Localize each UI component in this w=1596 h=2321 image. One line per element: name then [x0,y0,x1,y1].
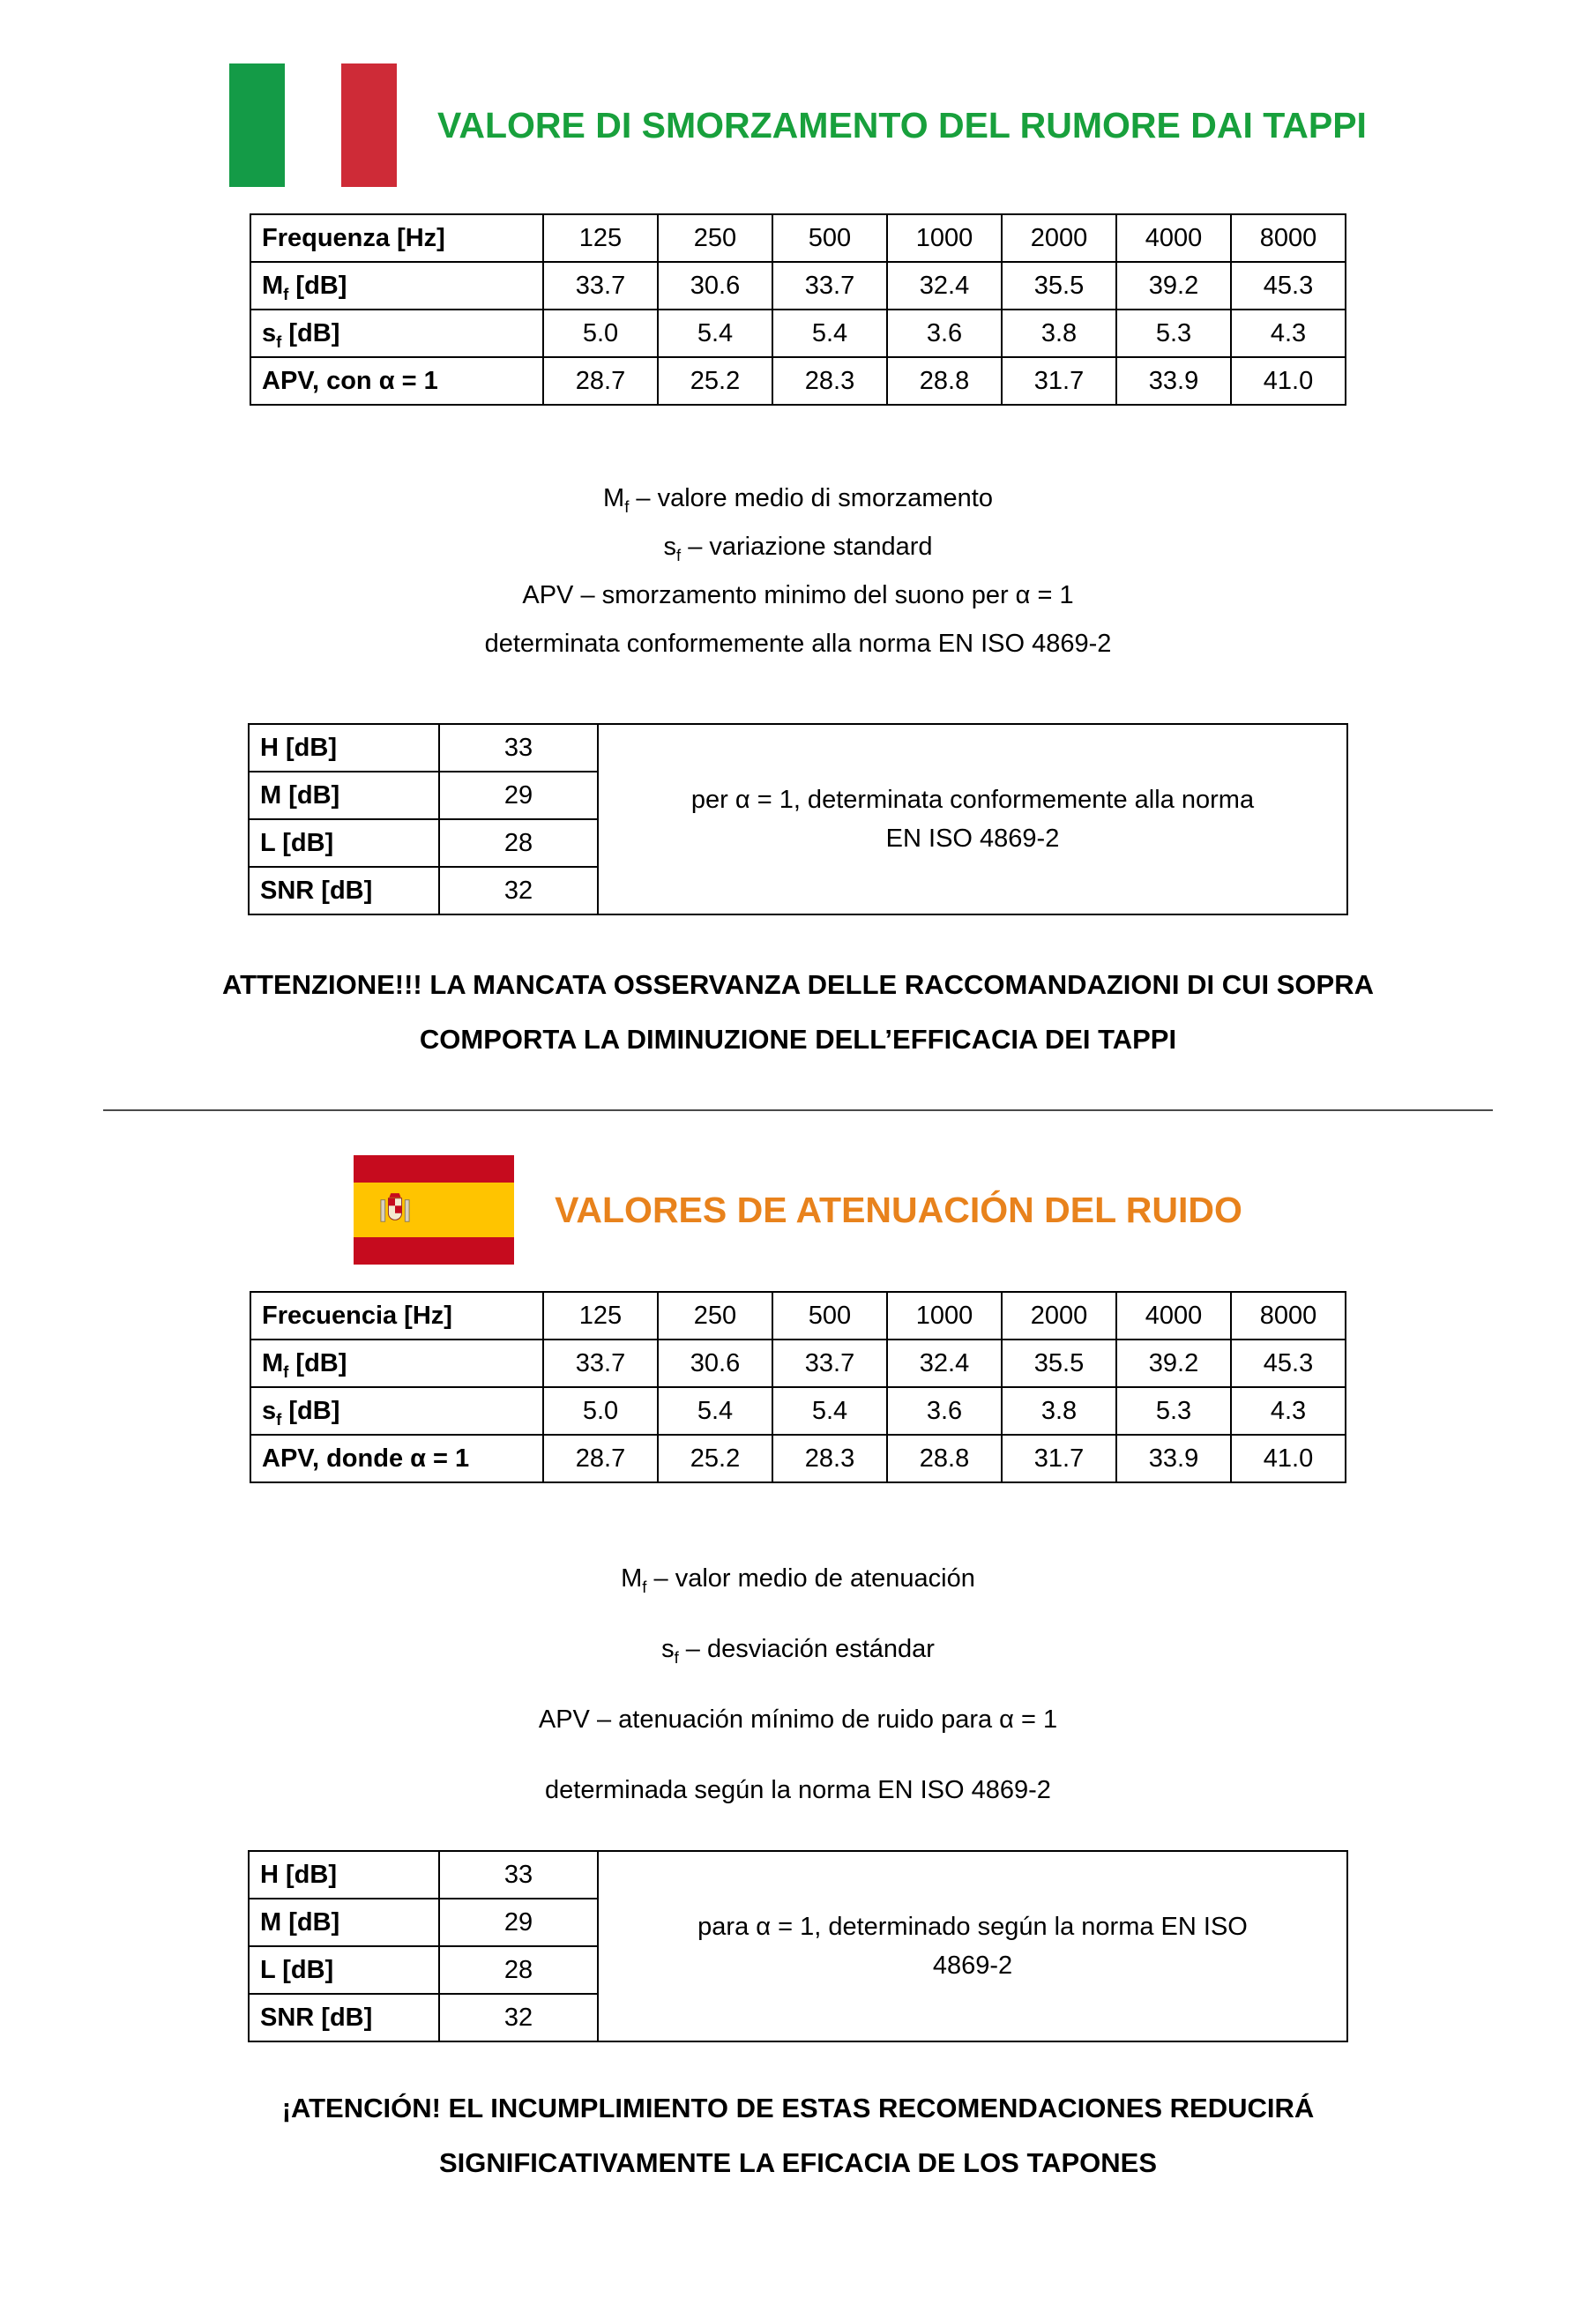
data-cell: 32.4 [887,262,1002,310]
data-cell: 3.8 [1002,1387,1116,1435]
es-note-line: determinada según la norma EN ISO 4869-2 [545,1776,1051,1804]
summary-value-cell: 28 [439,1946,598,1994]
data-cell: 28.3 [772,357,887,405]
data-cell: 25.2 [658,1435,772,1482]
freq-header-row [250,214,1346,262]
data-cell: 33.7 [543,1340,658,1387]
italy-flag-red-stripe [341,63,397,187]
data-cell: 4.3 [1231,1387,1346,1435]
freq-value-cell: 500 [772,1292,887,1340]
es-attenuation-table [250,1291,1346,1483]
data-cell: 45.3 [1231,262,1346,310]
data-cell: 5.0 [543,1387,658,1435]
spain-flag-bottom-red-stripe [354,1237,514,1265]
freq-header-label: Frequenza [Hz] [250,214,543,262]
summary-row [249,1851,1347,1899]
row-label-cell: $s_f$ [dB] [250,310,543,357]
freq-value-cell: 125 [543,214,658,262]
summary-label-cell: SNR [dB] [249,1994,439,2041]
data-cell: 4.3 [1231,310,1346,357]
freq-data-row [250,1340,1346,1387]
data-cell: 3.6 [887,310,1002,357]
data-cell: 5.4 [658,1387,772,1435]
summary-value-cell: 33 [439,724,598,772]
summary-label-cell: H [dB] [249,724,439,772]
row-label-cell: $M_f$ [dB] [250,262,543,310]
freq-data-row [250,357,1346,405]
data-cell: 41.0 [1231,1435,1346,1482]
es-notes [0,1543,1596,1825]
data-cell: 28.8 [887,1435,1002,1482]
italian-section [0,63,1596,1067]
row-label-cell: APV, donde α = 1 [250,1435,543,1482]
data-cell: 5.0 [543,310,658,357]
summary-value-cell: 29 [439,1899,598,1946]
data-cell: 5.4 [658,310,772,357]
summary-label-cell: L [dB] [249,1946,439,1994]
it-note-line: $s_f$ – variazione standard [663,533,933,564]
spain-flag-icon [354,1155,514,1265]
freq-value-cell: 1000 [887,214,1002,262]
it-summary-table [248,723,1348,915]
data-cell: 28.7 [543,1435,658,1482]
it-attenuation-table [250,213,1346,406]
data-cell: 35.5 [1002,262,1116,310]
freq-header-row [250,1292,1346,1340]
data-cell: 35.5 [1002,1340,1116,1387]
summary-value-cell: 28 [439,819,598,867]
summary-row [249,724,1347,772]
section-divider [103,1109,1493,1111]
es-note-line: $M_f$ – valor medio de atenuación [621,1564,975,1596]
data-cell: 30.6 [658,262,772,310]
freq-header-label: Frecuencia [Hz] [250,1292,543,1340]
data-cell: 31.7 [1002,357,1116,405]
summary-note-cell: para α = 1, determinado según la norma EN ISO 4869-2 [598,1851,1347,2041]
data-cell: 5.3 [1116,1387,1231,1435]
spanish-section [0,1155,1596,2190]
es-note-line: $s_f$ – desviación estándar [661,1635,935,1667]
data-cell: 5.4 [772,310,887,357]
data-cell: 5.4 [772,1387,887,1435]
es-note-line: APV – atenuación mínimo de ruido para α = 1 [538,1705,1058,1734]
it-note-line: determinata conformemente alla norma EN ISO 4869-2 [484,630,1112,658]
data-cell: 45.3 [1231,1340,1346,1387]
es-header [0,1155,1596,1265]
data-cell: 41.0 [1231,357,1346,405]
summary-label-cell: H [dB] [249,1851,439,1899]
freq-value-cell: 4000 [1116,214,1231,262]
es-warning-text: ¡ATENCIÓN! EL INCUMPLIMIENTO DE ESTAS RECOMENDACIONES REDUCIRÁ SIGNIFICATIVAMENTE LA EFICACIA DE LOS TAPONES [281,2093,1315,2178]
italy-flag-green-stripe [229,63,285,187]
document-page [0,63,1596,2190]
italy-flag-icon [229,63,397,187]
data-cell: 33.7 [772,262,887,310]
it-header [0,63,1596,187]
es-summary-table [248,1850,1348,2042]
data-cell: 39.2 [1116,262,1231,310]
freq-value-cell: 500 [772,214,887,262]
es-page-title: VALORES DE ATENUACIÓN DEL RUIDO [555,1189,1242,1230]
spain-flag-top-red-stripe [354,1155,514,1183]
data-cell: 39.2 [1116,1340,1231,1387]
summary-label-cell: SNR [dB] [249,867,439,914]
data-cell: 5.3 [1116,310,1231,357]
row-label-cell: $M_f$ [dB] [250,1340,543,1387]
freq-value-cell: 250 [658,1292,772,1340]
data-cell: 3.6 [887,1387,1002,1435]
freq-value-cell: 1000 [887,1292,1002,1340]
data-cell: 25.2 [658,357,772,405]
freq-data-row [250,310,1346,357]
summary-label-cell: M [dB] [249,1899,439,1946]
summary-label-cell: M [dB] [249,772,439,819]
spain-coat-of-arms-icon [380,1190,410,1229]
row-label-cell: $s_f$ [dB] [250,1387,543,1435]
data-cell: 33.7 [772,1340,887,1387]
freq-value-cell: 125 [543,1292,658,1340]
summary-value-cell: 33 [439,1851,598,1899]
freq-value-cell: 2000 [1002,214,1116,262]
it-page-title: VALORE DI SMORZAMENTO DEL RUMORE DAI TAPPI [437,104,1367,146]
data-cell: 28.7 [543,357,658,405]
freq-value-cell: 250 [658,214,772,262]
summary-value-cell: 32 [439,1994,598,2041]
it-note-line: APV – smorzamento minimo del suono per α = 1 [522,581,1074,609]
freq-value-cell: 2000 [1002,1292,1116,1340]
data-cell: 3.8 [1002,310,1116,357]
freq-data-row [250,262,1346,310]
data-cell: 33.9 [1116,357,1231,405]
spain-flag-yellow-stripe [354,1183,514,1237]
data-cell: 28.3 [772,1435,887,1482]
data-cell: 31.7 [1002,1435,1116,1482]
data-cell: 33.9 [1116,1435,1231,1482]
row-label-cell: APV, con α = 1 [250,357,543,405]
italy-flag-white-stripe [285,63,341,187]
data-cell: 28.8 [887,357,1002,405]
it-notes [0,474,1596,668]
it-note-line: $M_f$ – valore medio di smorzamento [603,484,993,516]
it-warning-text: ATTENZIONE!!! LA MANCATA OSSERVANZA DELLE RACCOMANDAZIONI DI CUI SOPRA COMPORTA LA DIMINUZIONE DELL’EFFICACIA DEI TAPPI [222,969,1374,1055]
summary-label-cell: L [dB] [249,819,439,867]
freq-value-cell: 8000 [1231,1292,1346,1340]
summary-value-cell: 32 [439,867,598,914]
freq-value-cell: 4000 [1116,1292,1231,1340]
freq-value-cell: 8000 [1231,214,1346,262]
summary-note-cell: per α = 1, determinata conformemente alla norma EN ISO 4869-2 [598,724,1347,914]
data-cell: 30.6 [658,1340,772,1387]
summary-value-cell: 29 [439,772,598,819]
data-cell: 32.4 [887,1340,1002,1387]
data-cell: 33.7 [543,262,658,310]
freq-data-row [250,1435,1346,1482]
freq-data-row [250,1387,1346,1435]
